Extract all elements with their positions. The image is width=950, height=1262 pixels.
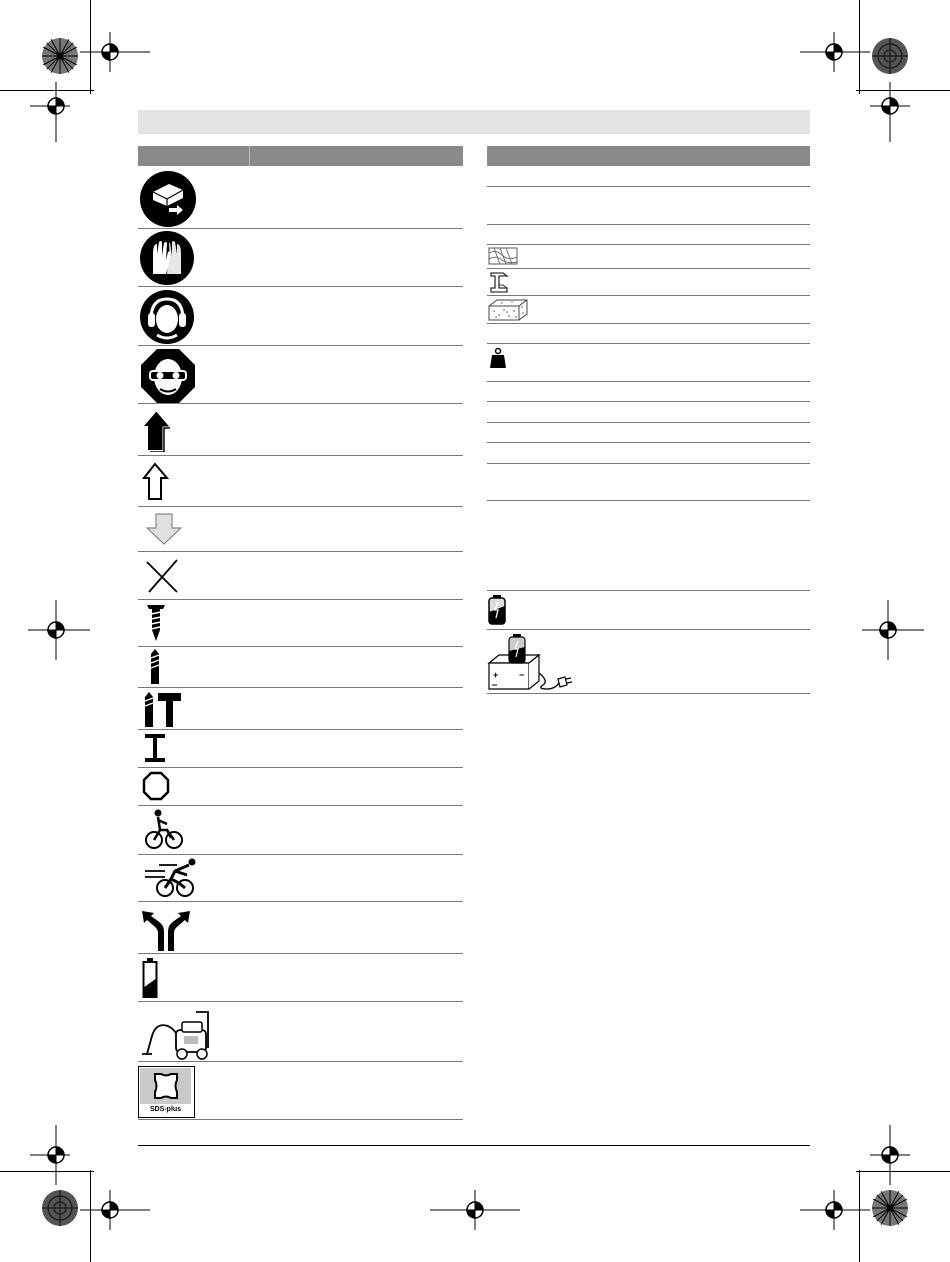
drill-bit-icon bbox=[149, 648, 161, 686]
table-row-separator bbox=[138, 767, 463, 768]
registration-crosshair-icon bbox=[80, 1190, 150, 1230]
battery-low-icon bbox=[142, 957, 158, 999]
registration-crosshair-icon bbox=[30, 82, 70, 142]
screw-icon bbox=[146, 604, 166, 642]
registration-crosshair-icon bbox=[800, 1190, 870, 1230]
page-header-bar bbox=[138, 110, 810, 134]
wood-icon bbox=[488, 247, 518, 265]
remove-battery-icon bbox=[139, 170, 197, 228]
right-table-header bbox=[487, 146, 810, 166]
svg-text:−: − bbox=[519, 670, 525, 680]
fork-arrow-icon bbox=[140, 905, 192, 951]
registration-crosshair-icon bbox=[20, 600, 90, 660]
print-target-rosette-icon bbox=[41, 1189, 79, 1227]
registration-crosshair-icon bbox=[430, 1190, 520, 1230]
page-footer-rule bbox=[138, 1145, 810, 1146]
table-row-separator bbox=[487, 343, 810, 344]
sds-plus-label: SDS-plus bbox=[149, 1106, 182, 1113]
sds-plus-icon bbox=[138, 1066, 195, 1118]
wear-gloves-icon bbox=[139, 230, 195, 286]
svg-text:+: + bbox=[493, 670, 499, 680]
stone-icon bbox=[487, 298, 529, 322]
cyclist-fast-icon bbox=[143, 857, 199, 899]
registration-crosshair-icon bbox=[870, 82, 910, 142]
print-target-rosette-icon bbox=[41, 37, 79, 75]
table-row-separator bbox=[487, 442, 810, 443]
registration-crosshair-icon bbox=[870, 1125, 910, 1185]
table-row-separator bbox=[487, 629, 810, 630]
battery-charge-icon bbox=[487, 594, 507, 626]
table-row-separator bbox=[487, 463, 810, 464]
table-row-separator bbox=[487, 500, 810, 501]
table-row-separator bbox=[487, 268, 810, 269]
registration-crosshair-icon bbox=[862, 600, 932, 660]
table-row-separator bbox=[138, 646, 463, 647]
wear-ear-protection-icon bbox=[139, 289, 195, 345]
table-row-separator bbox=[487, 693, 810, 694]
table-row-separator bbox=[487, 295, 810, 296]
steel-beam-icon bbox=[144, 733, 166, 763]
table-row-separator bbox=[138, 286, 463, 287]
table-row-separator bbox=[487, 323, 810, 324]
arrow-down-gray-icon bbox=[144, 512, 184, 546]
wear-safety-goggles-icon bbox=[139, 347, 197, 405]
metal-icon bbox=[488, 271, 510, 293]
table-row-separator bbox=[138, 953, 463, 954]
table-row-separator bbox=[138, 455, 463, 456]
table-row-separator bbox=[138, 345, 463, 346]
table-row-separator bbox=[138, 687, 463, 688]
table-row-separator bbox=[138, 1001, 463, 1002]
cross-icon bbox=[145, 558, 179, 594]
table-row-separator bbox=[138, 854, 463, 855]
registration-crosshair-icon bbox=[30, 1125, 70, 1185]
hexagon-nut-icon bbox=[142, 771, 170, 801]
table-row-separator bbox=[138, 729, 463, 730]
table-row-separator bbox=[138, 551, 463, 552]
print-target-rosette-icon bbox=[871, 1189, 909, 1227]
charger-icon bbox=[487, 633, 573, 691]
table-row-separator bbox=[487, 381, 810, 382]
table-row-separator bbox=[138, 506, 463, 507]
cyclist-slow-icon bbox=[143, 808, 183, 850]
table-row-separator bbox=[487, 244, 810, 245]
vacuum-cleaner-icon bbox=[138, 1008, 216, 1060]
table-row-separator bbox=[138, 599, 463, 600]
table-row-separator bbox=[487, 590, 810, 591]
left-table-header-divider bbox=[249, 146, 250, 166]
table-row-separator bbox=[138, 228, 463, 229]
weight-icon bbox=[489, 347, 507, 369]
arrow-up-outline-icon bbox=[142, 462, 172, 502]
print-target-rosette-icon bbox=[871, 37, 909, 75]
sds-shank-profile-icon bbox=[151, 1070, 181, 1102]
table-row-separator bbox=[487, 401, 810, 402]
left-table-header bbox=[138, 146, 463, 166]
table-row-separator bbox=[138, 1119, 463, 1120]
table-row-separator bbox=[487, 224, 810, 225]
table-row-separator bbox=[138, 1061, 463, 1062]
table-row-separator bbox=[487, 422, 810, 423]
table-row-separator bbox=[138, 805, 463, 806]
table-row-separator bbox=[487, 186, 810, 187]
registration-crosshair-icon bbox=[80, 32, 150, 72]
drill-hammer-icon bbox=[142, 690, 182, 728]
registration-crosshair-icon bbox=[800, 32, 870, 72]
table-row-separator bbox=[138, 901, 463, 902]
arrow-up-filled-icon bbox=[142, 410, 172, 452]
